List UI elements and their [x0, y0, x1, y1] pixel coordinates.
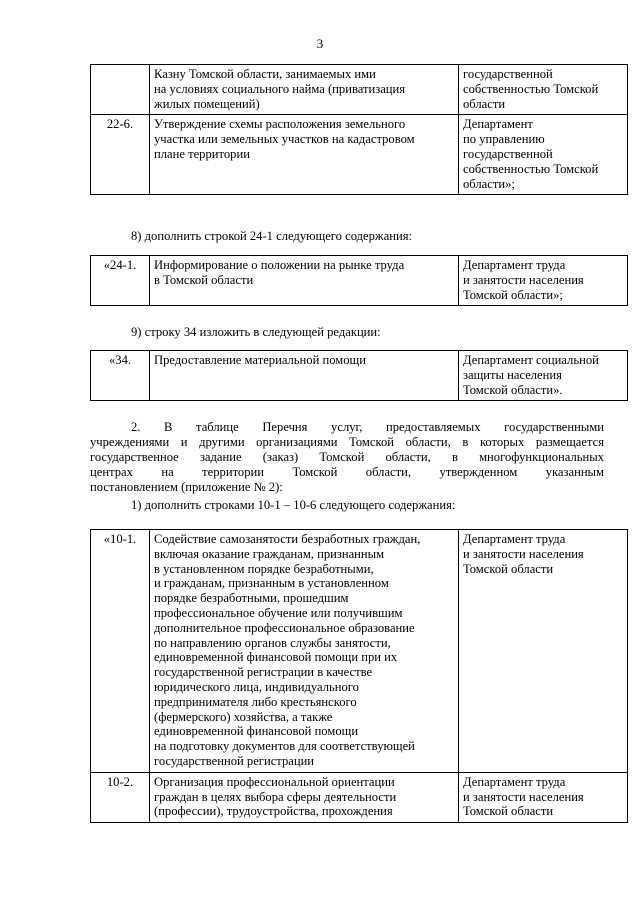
responsible-department-line: области»;: [463, 176, 515, 191]
section-2-line-5: постановлением (приложение № 2):: [90, 480, 283, 494]
row-number: 10-2.: [91, 772, 150, 822]
amendment-paragraph-8: 8) дополнить строкой 24-1 следующего содержания:: [131, 229, 412, 243]
service-description-line: единовременной финансовой помощи: [154, 724, 359, 739]
responsible-department-line: государственной: [463, 146, 553, 161]
service-description-line: Предоставление материальной помощи: [154, 353, 366, 367]
responsible-department-line: области: [463, 96, 506, 111]
responsible-department-line: Департамент труда: [463, 258, 566, 272]
service-description-line: Утверждение схемы расположения земельного: [154, 117, 406, 132]
table-row: [91, 115, 628, 195]
service-description-line: плане территории: [154, 146, 250, 161]
service-description-line: участка или земельных участков на кадастровом: [154, 132, 415, 147]
responsible-department: [459, 530, 628, 773]
responsible-department-line: и занятости населения: [463, 272, 584, 287]
row-number: [91, 65, 150, 115]
service-description-line: и гражданам, признанным в установленном: [154, 576, 389, 591]
responsible-department-line: защиты населения: [463, 367, 562, 382]
service-description-line: предпринимателя либо крестьянского: [154, 694, 357, 709]
table-row: [91, 530, 628, 773]
row-number: «24-1.: [91, 256, 150, 306]
responsible-department-line: Департамент социальной: [463, 353, 599, 367]
service-description-line: порядке безработными, прошедшим: [154, 591, 349, 606]
service-description-line: в Томской области: [154, 272, 254, 287]
service-description: [150, 65, 459, 115]
services-table-row-24-1: [90, 255, 628, 306]
section-2-line-2: учреждениями и другими организациями Томской области, в которых размещается: [90, 435, 604, 449]
service-description-line: на подготовку документов для соответствующей: [154, 739, 415, 754]
service-description: [150, 115, 459, 195]
row-number: «34.: [91, 351, 150, 401]
responsible-department-line: собственностью Томской: [463, 81, 599, 96]
service-description: [150, 530, 459, 773]
service-description-line: Казну Томской области, занимаемых ими: [154, 67, 376, 81]
responsible-department-line: Томской области».: [463, 382, 563, 397]
amendment-paragraph-1: 1) дополнить строками 10-1 – 10-6 следующего содержания:: [131, 498, 456, 512]
service-description-line: юридического лица, индивидуального: [154, 679, 359, 694]
service-description-line: дополнительное профессиональное образование: [154, 620, 415, 635]
table-row: [91, 772, 628, 822]
service-description-line: по направлению органов службы занятости,: [154, 635, 391, 650]
responsible-department-line: по управлению: [463, 132, 545, 147]
service-description-line: единовременной финансовой помощи при их: [154, 650, 398, 665]
service-description-line: Организация профессиональной ориентации: [154, 774, 395, 789]
section-2-line-3: государственное задание (заказ) Томской области, в многофункциональных: [90, 450, 604, 464]
services-table-rows-10: [90, 529, 628, 823]
service-description-line: профессиональное обучение или получившим: [154, 605, 403, 620]
responsible-department-line: Департамент: [463, 117, 533, 132]
service-description-line: в установленном порядке безработными,: [154, 561, 374, 576]
responsible-department-line: Томской области: [463, 804, 554, 819]
responsible-department-line: государственной: [463, 67, 553, 81]
services-table-part1: [90, 64, 628, 195]
responsible-department-line: Томской области»;: [463, 287, 563, 302]
responsible-department-line: Департамент труда: [463, 774, 566, 789]
service-description-line: государственной регистрации: [154, 753, 315, 768]
service-description-line: (профессии), трудоустройства, прохождения: [154, 804, 393, 819]
service-description-line: государственной регистрации в качестве: [154, 665, 373, 680]
row-number: 22-6.: [91, 115, 150, 195]
table-row: [91, 351, 628, 401]
responsible-department: [459, 351, 628, 401]
service-description: [150, 351, 459, 401]
responsible-department-line: собственностью Томской: [463, 161, 599, 176]
service-description-line: жилых помещений): [154, 96, 260, 111]
service-description: [150, 256, 459, 306]
page-number: 3: [316, 36, 324, 51]
row-number: «10-1.: [91, 530, 150, 773]
responsible-department: [459, 256, 628, 306]
service-description-line: Содействие самозанятости безработных граждан,: [154, 532, 421, 546]
responsible-department-line: Департамент труда: [463, 532, 566, 546]
service-description-line: Информирование о положении на рынке труда: [154, 258, 405, 272]
service-description-line: (фермерского) хозяйства, а также: [154, 709, 333, 724]
services-table-row-34: [90, 350, 628, 401]
responsible-department-line: Томской области: [463, 561, 554, 576]
table-row: [91, 256, 628, 306]
responsible-department: [459, 65, 628, 115]
section-2-line-1: 2. В таблице Перечня услуг, предоставляемых государственными: [131, 420, 604, 434]
responsible-department: [459, 115, 628, 195]
service-description-line: на условиях социального найма (приватизация: [154, 81, 406, 96]
service-description: [150, 772, 459, 822]
table-row: [91, 65, 628, 115]
section-2-line-4: центрах на территории Томской области, утвержденном указанным: [90, 465, 604, 479]
responsible-department-line: и занятости населения: [463, 789, 584, 804]
service-description-line: включая оказание гражданам, признанным: [154, 546, 385, 561]
amendment-paragraph-9: 9) строку 34 изложить в следующей редакции:: [131, 325, 381, 339]
responsible-department-line: и занятости населения: [463, 546, 584, 561]
service-description-line: граждан в целях выбора сферы деятельности: [154, 789, 397, 804]
responsible-department: [459, 772, 628, 822]
